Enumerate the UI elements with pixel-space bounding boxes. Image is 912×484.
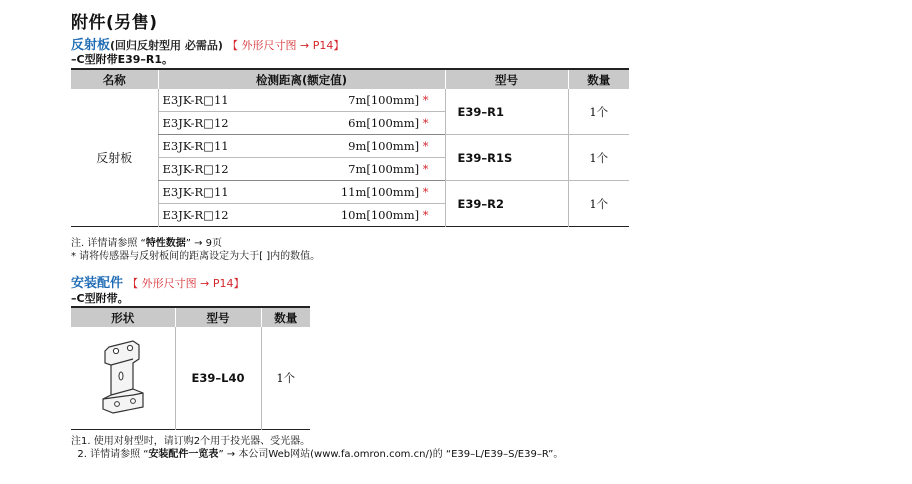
sensor-cell: E3JK-R□11	[158, 89, 246, 112]
mount-dimension-link[interactable]: 【 外形尺寸图 → P14】	[127, 277, 245, 290]
sensor-cell: E3JK-R□11	[158, 135, 246, 158]
distance-value: 7m[100mm]	[348, 93, 420, 107]
mount-subtext: –C型附带。	[71, 292, 129, 305]
reflector-name-cell: 反射板	[96, 151, 133, 165]
sensor-cell: E3JK-R□12	[158, 112, 246, 135]
bracket-icon	[83, 337, 163, 417]
distance-cell	[246, 204, 445, 227]
header-distance: 检测距离(额定值)	[158, 69, 445, 89]
sensor-cell: E3JK-R□12	[158, 158, 246, 181]
distance-cell	[246, 181, 445, 204]
mount-note-1: 注1. 使用对射型时，请订购2个用于投光器、受光器。	[71, 436, 311, 447]
model-cell: E39–R2	[445, 181, 568, 227]
distance-cell	[246, 112, 445, 135]
table-row	[71, 327, 310, 430]
header-model: 型号	[445, 69, 568, 89]
reflector-table	[71, 68, 629, 227]
note-text: 2. 详情请参照 “	[71, 449, 149, 460]
model-cell: E39–R1S	[445, 135, 568, 181]
header-qty: 数量	[568, 69, 629, 89]
qty-cell: 1个	[568, 181, 629, 227]
header-name: 名称	[71, 69, 158, 89]
reflector-subtext: –C型附带E39–R1。	[71, 53, 174, 66]
shape-cell	[71, 327, 175, 430]
mount-title: 安装配件	[71, 276, 124, 291]
note-bold[interactable]: 特性数据	[145, 238, 186, 249]
note-bold[interactable]: 安装配件一览表	[148, 449, 219, 460]
reflector-note-2: * 请将传感器与反射板间的距离设定为大于[ ]内的数值。	[71, 251, 321, 262]
sensor-cell: E3JK-R□11	[158, 181, 246, 204]
distance-value: 9m[100mm]	[348, 139, 420, 153]
mount-table	[71, 306, 310, 430]
distance-cell	[246, 89, 445, 112]
distance-value: 10m[100mm]	[340, 208, 420, 222]
header-qty: 数量	[261, 307, 310, 327]
page-title: 附件(另售)	[71, 13, 158, 33]
qty-cell: 1个	[568, 89, 629, 135]
note-text: 注. 详情请参照 “	[71, 238, 146, 249]
mount-heading	[71, 272, 245, 291]
distance-value: 6m[100mm]	[348, 116, 420, 130]
note-text: ” → 本公司Web网站(www.fa.omron.com.cn/)的 “E39–L/E39–S/E39–R”。	[218, 449, 564, 460]
reflector-title-note: (回归反射型用 必需品)	[110, 39, 223, 52]
distance-cell	[246, 135, 445, 158]
qty-cell: 1个	[568, 135, 629, 181]
mount-table-header	[71, 307, 310, 327]
table-row	[71, 89, 629, 112]
reflector-dimension-link[interactable]: 【 外形尺寸图 → P14】	[227, 39, 345, 52]
note-text: ” → 9页	[185, 238, 222, 249]
distance-value: 7m[100mm]	[348, 162, 420, 176]
header-shape: 形状	[71, 307, 175, 327]
asterisk-mark: *	[422, 139, 429, 153]
asterisk-mark: *	[422, 116, 429, 130]
model-cell: E39–R1	[445, 89, 568, 135]
distance-cell	[246, 158, 445, 181]
mount-note-2	[71, 445, 563, 460]
header-model: 型号	[175, 307, 261, 327]
distance-value: 11m[100mm]	[340, 185, 420, 199]
sensor-cell: E3JK-R□12	[158, 204, 246, 227]
asterisk-mark: *	[422, 208, 429, 222]
asterisk-mark: *	[422, 162, 429, 176]
asterisk-mark: *	[422, 93, 429, 107]
reflector-title: 反射板	[71, 38, 111, 53]
asterisk-mark: *	[422, 185, 429, 199]
qty-cell: 1个	[261, 327, 310, 430]
model-cell: E39–L40	[175, 327, 261, 430]
reflector-table-header	[71, 69, 629, 89]
